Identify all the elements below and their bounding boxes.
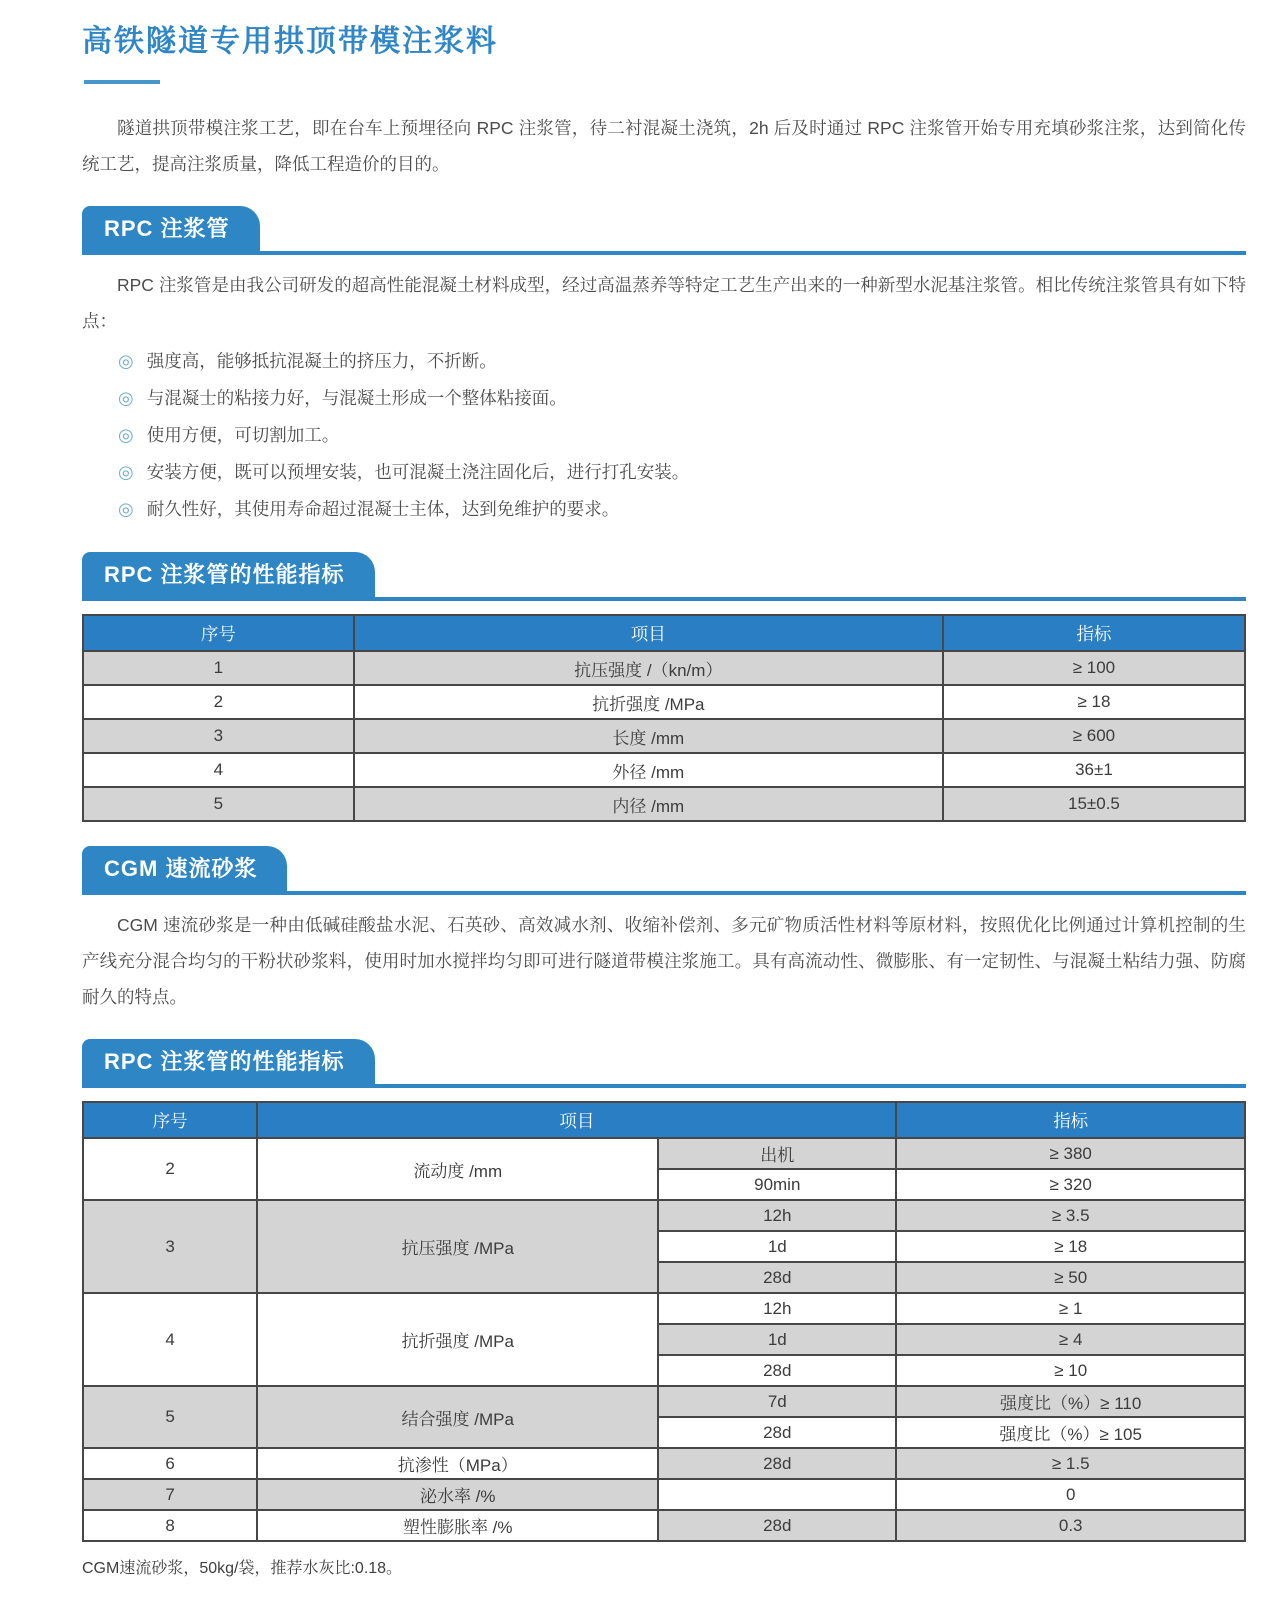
- cell-no: 2: [83, 1138, 257, 1200]
- cell-value: ≥ 320: [896, 1169, 1245, 1200]
- cell-item: 抗渗性（MPa）: [257, 1448, 658, 1479]
- table-row: [83, 753, 1245, 787]
- table-row: [83, 1479, 1245, 1510]
- column-header-item: 项目: [354, 615, 943, 651]
- cell-item: 泌水率 /%: [257, 1479, 658, 1510]
- cell-item: 抗压强度 /MPa: [257, 1200, 658, 1293]
- table-row: [83, 651, 1245, 685]
- bullseye-icon: ◎: [118, 462, 134, 482]
- cell-value: ≥ 18: [896, 1231, 1245, 1262]
- cell-condition: 1d: [658, 1231, 896, 1262]
- list-item-text: 耐久性好，其使用寿命超过混凝士主体，达到免维护的要求。: [146, 499, 620, 519]
- cell-condition: 28d: [658, 1355, 896, 1386]
- cell-value: ≥ 600: [943, 719, 1245, 753]
- cell-condition: 7d: [658, 1386, 896, 1417]
- cell-item: 流动度 /mm: [257, 1138, 658, 1200]
- cell-no: 4: [83, 753, 354, 787]
- cell-value: ≥ 3.5: [896, 1200, 1245, 1231]
- cell-condition: 28d: [658, 1510, 896, 1541]
- section-tab-bar-cgm-table: [82, 1039, 1246, 1088]
- cell-condition: 12h: [658, 1200, 896, 1231]
- title-underline: [84, 80, 160, 84]
- list-item: [118, 343, 1246, 380]
- cell-item: 抗折强度 /MPa: [354, 685, 943, 719]
- cell-no: 6: [83, 1448, 257, 1479]
- cell-value: ≥ 50: [896, 1262, 1245, 1293]
- bullseye-icon: ◎: [118, 425, 134, 445]
- rpc-pipe-paragraph: RPC 注浆管是由我公司研发的超高性能混凝土材料成型，经过高温蒸养等特定工艺生产出来的一种新型水泥基注浆管。相比传统注浆管具有如下特点：: [82, 275, 1246, 331]
- table-row: [83, 1448, 1245, 1479]
- cell-value: ≥ 380: [896, 1138, 1245, 1169]
- table-row: [83, 719, 1245, 753]
- section-heading-rpc-pipe: RPC 注浆管: [82, 206, 260, 251]
- cell-condition: 90min: [658, 1169, 896, 1200]
- cell-condition: 28d: [658, 1417, 896, 1448]
- cell-condition: 28d: [658, 1262, 896, 1293]
- cell-value: 强度比（%）≥ 105: [896, 1417, 1245, 1448]
- bullseye-icon: ◎: [118, 499, 134, 519]
- footnote: CGM速流砂浆，50kg/袋，推荐水灰比:0.18。: [82, 1560, 403, 1577]
- cell-no: 2: [83, 685, 354, 719]
- table-row: [83, 685, 1245, 719]
- column-header-no: 序号: [83, 615, 354, 651]
- cell-item: 外径 /mm: [354, 753, 943, 787]
- section-heading-rpc-table: RPC 注浆管的性能指标: [82, 552, 375, 597]
- cell-no: 3: [83, 1200, 257, 1293]
- cell-no: 1: [83, 651, 354, 685]
- cell-value: ≥ 10: [896, 1355, 1245, 1386]
- list-item: [118, 380, 1246, 417]
- list-item-text: 强度高，能够抵抗混凝土的挤压力，不折断。: [146, 351, 497, 371]
- cell-no: 5: [83, 1386, 257, 1448]
- table-row: [83, 1138, 1245, 1169]
- cell-value: 15±0.5: [943, 787, 1245, 821]
- page-title: 高铁隧道专用拱顶带模注浆料: [82, 25, 498, 58]
- cell-item: 塑性膨胀率 /%: [257, 1510, 658, 1541]
- table-header-row: [83, 615, 1245, 651]
- cell-no: 8: [83, 1510, 257, 1541]
- list-item-text: 与混凝士的粘接力好，与混凝土形成一个整体粘接面。: [146, 388, 567, 408]
- cell-item: 抗压强度 /（kn/m）: [354, 651, 943, 685]
- cell-value: ≥ 1.5: [896, 1448, 1245, 1479]
- list-item: [118, 491, 1246, 528]
- bullseye-icon: ◎: [118, 388, 134, 408]
- cell-value: 0: [896, 1479, 1245, 1510]
- cell-item: 抗折强度 /MPa: [257, 1293, 658, 1386]
- section-heading-cgm-table: RPC 注浆管的性能指标: [82, 1039, 375, 1084]
- cell-condition: 12h: [658, 1293, 896, 1324]
- table-row: [83, 1510, 1245, 1541]
- cell-no: 4: [83, 1293, 257, 1386]
- cell-value: ≥ 18: [943, 685, 1245, 719]
- cell-no: 5: [83, 787, 354, 821]
- cell-item: 结合强度 /MPa: [257, 1386, 658, 1448]
- cell-value: ≥ 1: [896, 1293, 1245, 1324]
- cell-value: 强度比（%）≥ 110: [896, 1386, 1245, 1417]
- rpc-performance-table: [82, 614, 1246, 822]
- cell-condition: 1d: [658, 1324, 896, 1355]
- table-row: [83, 1386, 1245, 1417]
- list-item: [118, 454, 1246, 491]
- table-row: [83, 787, 1245, 821]
- column-header-no: 序号: [83, 1102, 257, 1138]
- column-header-indicator: 指标: [943, 615, 1245, 651]
- cell-item: 长度 /mm: [354, 719, 943, 753]
- cell-value: ≥ 100: [943, 651, 1245, 685]
- cell-item: 内径 /mm: [354, 787, 943, 821]
- bullseye-icon: ◎: [118, 351, 134, 371]
- cell-condition: 出机: [658, 1138, 896, 1169]
- column-header-item: 项目: [257, 1102, 896, 1138]
- section-tab-bar-rpc-table: [82, 552, 1246, 601]
- table-row: [83, 1293, 1245, 1324]
- list-item: [118, 417, 1246, 454]
- cell-value: 0.3: [896, 1510, 1245, 1541]
- section-heading-cgm: CGM 速流砂浆: [82, 846, 287, 891]
- cell-condition: [658, 1479, 896, 1510]
- cgm-performance-table: [82, 1101, 1246, 1542]
- cell-value: ≥ 4: [896, 1324, 1245, 1355]
- cell-no: 3: [83, 719, 354, 753]
- section-tab-bar-cgm: [82, 846, 1246, 895]
- cell-condition: 28d: [658, 1448, 896, 1479]
- cell-no: 7: [83, 1479, 257, 1510]
- column-header-indicator: 指标: [896, 1102, 1245, 1138]
- cell-value: 36±1: [943, 753, 1245, 787]
- section-tab-bar-rpc-pipe: [82, 206, 1246, 255]
- list-item-text: 使用方便，可切割加工。: [146, 425, 340, 445]
- cgm-paragraph: CGM 速流砂浆是一种由低碱硅酸盐水泥、石英砂、高效减水剂、收缩补偿剂、多元矿物质活性材料等原材料，按照优化比例通过计算机控制的生产线充分混合均匀的干粉状砂浆料，使用时加水搅拌均匀即可进行隧道带模注浆施工。具有高流动性、微膨胀、有一定韧性、与混凝土粘结力强、防腐耐久的特点。: [82, 915, 1246, 1007]
- table-header-row: [83, 1102, 1245, 1138]
- feature-list: [82, 343, 1246, 528]
- table-row: [83, 1200, 1245, 1231]
- list-item-text: 安装方便，既可以预埋安装，也可混凝土浇注固化后，进行打孔安装。: [146, 462, 690, 482]
- intro-paragraph: 隧道拱顶带模注浆工艺，即在台车上预埋径向 RPC 注浆管，待二衬混凝土浇筑，2h 后及时通过 RPC 注浆管开始专用充填砂浆注浆，达到简化传统工艺，提高注浆质量，降低工程造价的目的。: [82, 118, 1246, 174]
